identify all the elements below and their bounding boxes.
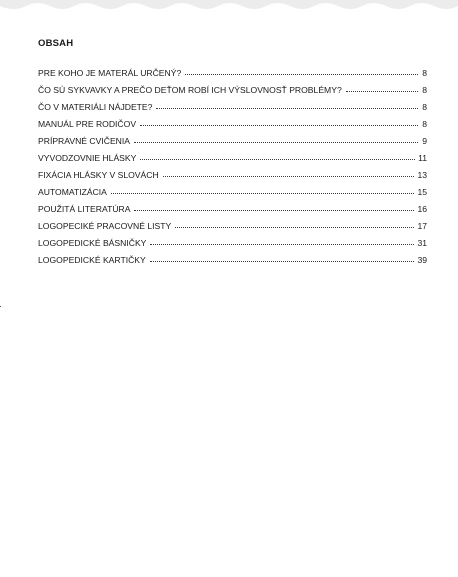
toc-entry-label: VYVODZOVNIE HLÁSKY: [38, 153, 137, 163]
dot-leader: [163, 176, 415, 177]
toc-entry-page-number: 8: [422, 119, 427, 129]
dot-leader: [156, 108, 418, 109]
dot-leader: [111, 193, 415, 194]
toc-entry-label: PRÍPRAVNÉ CVIČENIA: [38, 136, 131, 146]
toc-entry-page-number: 13: [417, 170, 427, 180]
toc-entry[interactable]: [38, 152, 427, 169]
toc-entry[interactable]: [38, 101, 427, 118]
toc-entry[interactable]: [38, 254, 427, 271]
toc-entry[interactable]: [38, 186, 427, 203]
toc-entry[interactable]: [38, 203, 427, 220]
toc-list: [38, 67, 427, 271]
dot-leader: [140, 125, 418, 126]
toc-entry[interactable]: [38, 220, 427, 237]
toc-entry-label: LOGOPEDICKÉ KARTIČKY: [38, 255, 146, 265]
toc-entry-page-number: 39: [417, 255, 427, 265]
toc-entry-page-number: 8: [422, 85, 427, 95]
dot-leader: [134, 142, 418, 143]
wavy-page-edge: [0, 0, 458, 14]
dot-leader: [346, 91, 418, 92]
toc-entry-label: FIXÁCIA HLÁSKY V SLOVÁCH: [38, 170, 159, 180]
dot-leader: [150, 244, 414, 245]
toc-entry-label: POUŽITÁ LITERATÚRA: [38, 204, 131, 214]
toc-entry[interactable]: [38, 67, 427, 84]
toc-entry-label: ČO SÚ SYKVAVKY A PREČO DEŤOM ROBÍ ICH VÝSLOVNOSŤ PROBLÉMY?: [38, 85, 342, 95]
edge-mark: [0, 306, 1, 307]
toc-entry[interactable]: [38, 237, 427, 254]
toc-entry-label: LOGOPECIKÉ PRACOVNÉ LISTY: [38, 221, 172, 231]
toc-entry-page-number: 31: [417, 238, 427, 248]
toc-entry-page-number: 9: [422, 136, 427, 146]
toc-entry[interactable]: [38, 118, 427, 135]
dot-leader: [140, 159, 415, 160]
toc-entry-page-number: 8: [422, 102, 427, 112]
dot-leader: [175, 227, 414, 228]
toc-entry[interactable]: [38, 169, 427, 186]
toc-heading: OBSAH: [38, 38, 74, 49]
dot-leader: [150, 261, 415, 262]
toc-entry-page-number: 15: [417, 187, 427, 197]
toc-entry[interactable]: [38, 135, 427, 152]
toc-entry-page-number: 16: [417, 204, 427, 214]
dot-leader: [134, 210, 414, 211]
toc-entry-page-number: 17: [417, 221, 427, 231]
toc-entry-label: PRE KOHO JE MATERÁL URČENÝ?: [38, 68, 182, 78]
toc-entry-page-number: 11: [418, 153, 427, 163]
toc-entry-label: ČO V MATERIÁLI NÁJDETE?: [38, 102, 153, 112]
toc-entry-page-number: 8: [422, 68, 427, 78]
toc-entry-label: LOGOPEDICKÉ BÁSNIČKY: [38, 238, 147, 248]
toc-entry-label: AUTOMATIZÁCIA: [38, 187, 107, 197]
toc-entry-label: MANUÁL PRE RODIČOV: [38, 119, 137, 129]
dot-leader: [185, 74, 418, 75]
toc-entry[interactable]: [38, 84, 427, 101]
table-of-contents: [38, 38, 427, 271]
